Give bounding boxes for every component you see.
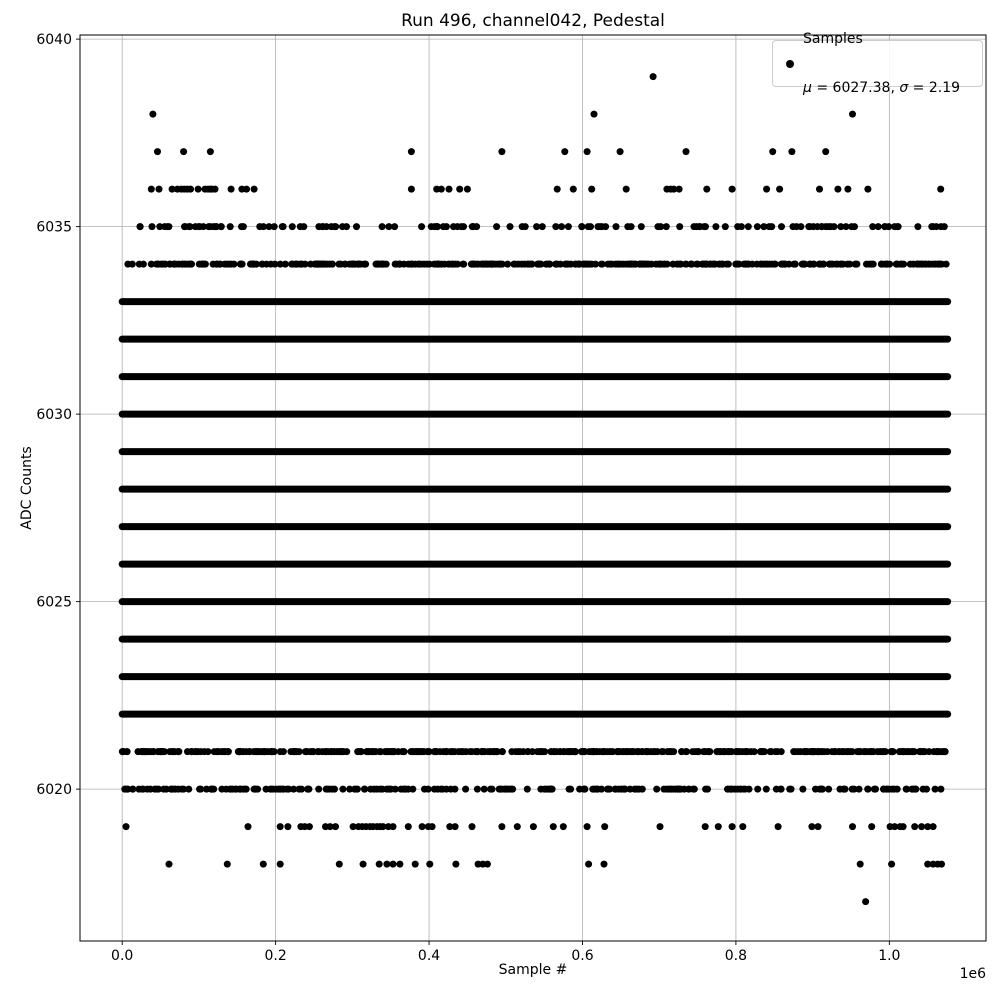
series-band-6031	[119, 373, 951, 380]
series-band-6017	[862, 898, 869, 905]
series-band-6019	[123, 823, 937, 830]
x-axis-offset-label: 1e6	[959, 966, 986, 982]
series-band-6032	[119, 336, 951, 343]
y-tick-label: 6020	[36, 782, 72, 799]
series-band-6021	[119, 748, 949, 755]
y-axis-label: ADC Counts	[19, 446, 35, 530]
series-band-6026	[119, 561, 951, 568]
x-tick-label: 0.6	[571, 948, 594, 964]
y-tick-label: 6035	[36, 219, 72, 236]
series-band-6022	[119, 711, 951, 718]
legend-label-samples: Samples	[803, 30, 863, 47]
legend-marker-icon	[786, 60, 794, 68]
y-tick-label: 6025	[36, 594, 72, 611]
y-tick-label: 6030	[36, 407, 72, 424]
series-band-6025	[119, 598, 951, 605]
series-band-6029	[119, 448, 951, 455]
series-band-6037	[154, 148, 829, 155]
legend-mu-value: = 6027.38,	[811, 80, 900, 96]
legend-label-stats	[803, 80, 960, 97]
series-band-6027	[119, 523, 951, 530]
x-tick-label: 0.0	[111, 948, 134, 964]
series-band-6018	[166, 861, 946, 868]
chart-title: Run 496, channel042, Pedestal	[401, 11, 665, 31]
series-band-6024	[119, 636, 951, 643]
x-tick-label: 0.2	[264, 948, 287, 964]
x-tick-label: 1.0	[878, 948, 901, 964]
tick-labels	[36, 32, 986, 982]
series-band-6023	[119, 673, 951, 680]
legend-mu-symbol: μ	[803, 80, 812, 96]
series-band-6030	[119, 411, 951, 418]
series-band-6033	[119, 298, 951, 305]
series-band-6028	[119, 486, 951, 493]
x-tick-label: 0.8	[724, 948, 748, 964]
series-band-6035	[137, 223, 948, 230]
legend-text	[803, 0, 960, 130]
x-tick-label: 0.4	[417, 948, 441, 964]
y-tick-label: 6040	[36, 32, 72, 49]
legend	[772, 30, 983, 96]
x-axis-label: Sample #	[498, 962, 568, 978]
legend-sigma-symbol: σ	[899, 80, 909, 96]
legend-sigma-value: = 2.19	[908, 80, 961, 96]
series-band-6038	[149, 111, 856, 118]
series-band-6034	[124, 261, 949, 268]
series-band-6039	[650, 73, 657, 80]
series-band-6036	[148, 186, 944, 193]
